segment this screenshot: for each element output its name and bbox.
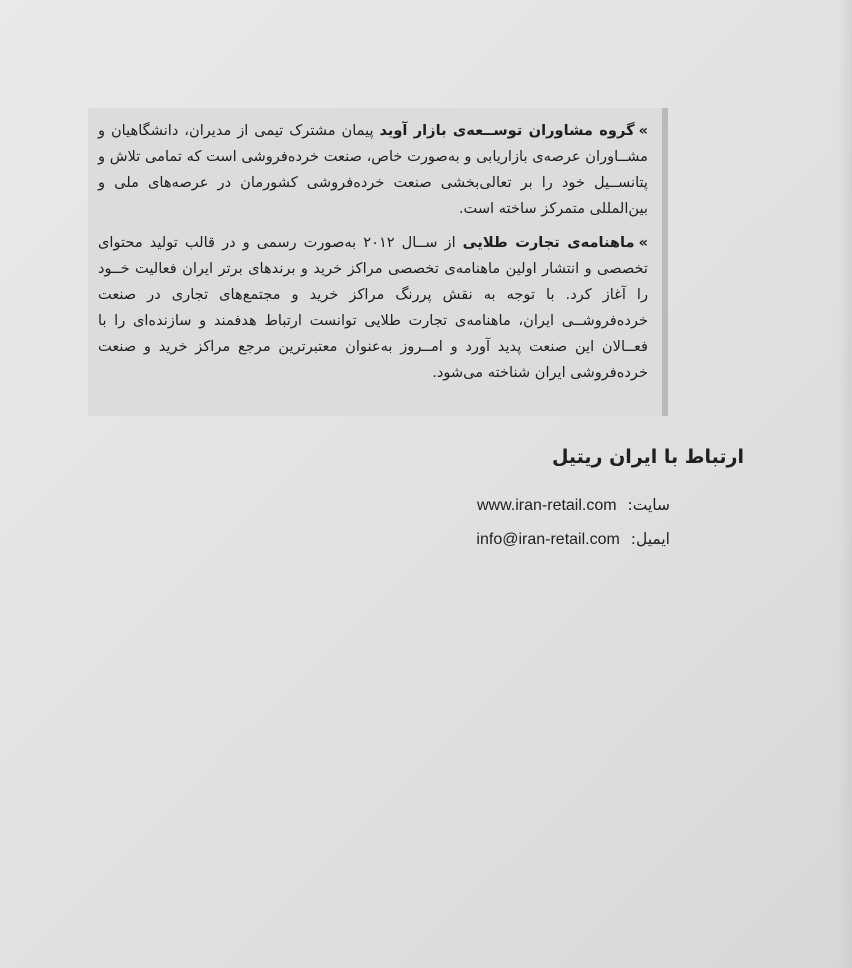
site-link[interactable]: www.iran-retail.com	[477, 497, 617, 514]
email-link[interactable]: info@iran-retail.com	[476, 531, 620, 548]
site-label: سایت:	[627, 496, 670, 514]
paragraph-lead: ماهنامه‌ی تجارت طلایی	[462, 234, 635, 251]
intro-box	[88, 108, 668, 416]
contact-title: ارتباط با ایران ریتیل	[551, 446, 744, 468]
email-label: ایمیل:	[630, 530, 670, 548]
bullet-mark: »	[638, 122, 648, 139]
intro-paragraph-avid	[98, 118, 648, 222]
paragraph-text: از ســال ۲۰۱۲ به‌صورت رسمی و در قالب تولید محتوای تخصصی و انتشار اولین ماهنامه‌ی تخصصی مراکز خرید و برندهای برتر ایران فعالیت خــود را آغاز کرد. با توجه به نقش پررنگ مراکز خرید و مجتمع‌های تجاری در صنعت خرده‌فروشــی ایران، ماهنامه‌ی تجارت طلایی توانست ارتباط هدفمند و سازنده‌ای را با فعــالان این صنعت پدید آورد و امــروز به‌عنوان معتبرترین مرجع مراکز خرید و صنعت خرده‌فروشی ایران شناخته می‌شود.	[98, 234, 648, 381]
paragraph-lead: گروه مشاوران توســعه‌ی بازار آوید	[379, 122, 635, 139]
page-edge-shadow	[838, 0, 852, 968]
contact-email-row	[250, 530, 670, 549]
contact-site-row	[250, 496, 670, 515]
intro-paragraph-magazine	[98, 230, 648, 386]
bullet-mark: »	[638, 234, 649, 251]
paragraph-text: پیمان مشترک تیمی از مدیران، دانشگاهیان و مشــاوران عرصه‌ی بازاریابی و به‌صورت خاص، صنعت خرده‌فروشی است که تمامی تلاش و پتانســیل خود را بر تعالی‌بخشی صنعت خرده‌فروشی کشورمان در عرصه‌های ملی و بین‌المللی متمرکز ساخته است.	[98, 122, 648, 217]
